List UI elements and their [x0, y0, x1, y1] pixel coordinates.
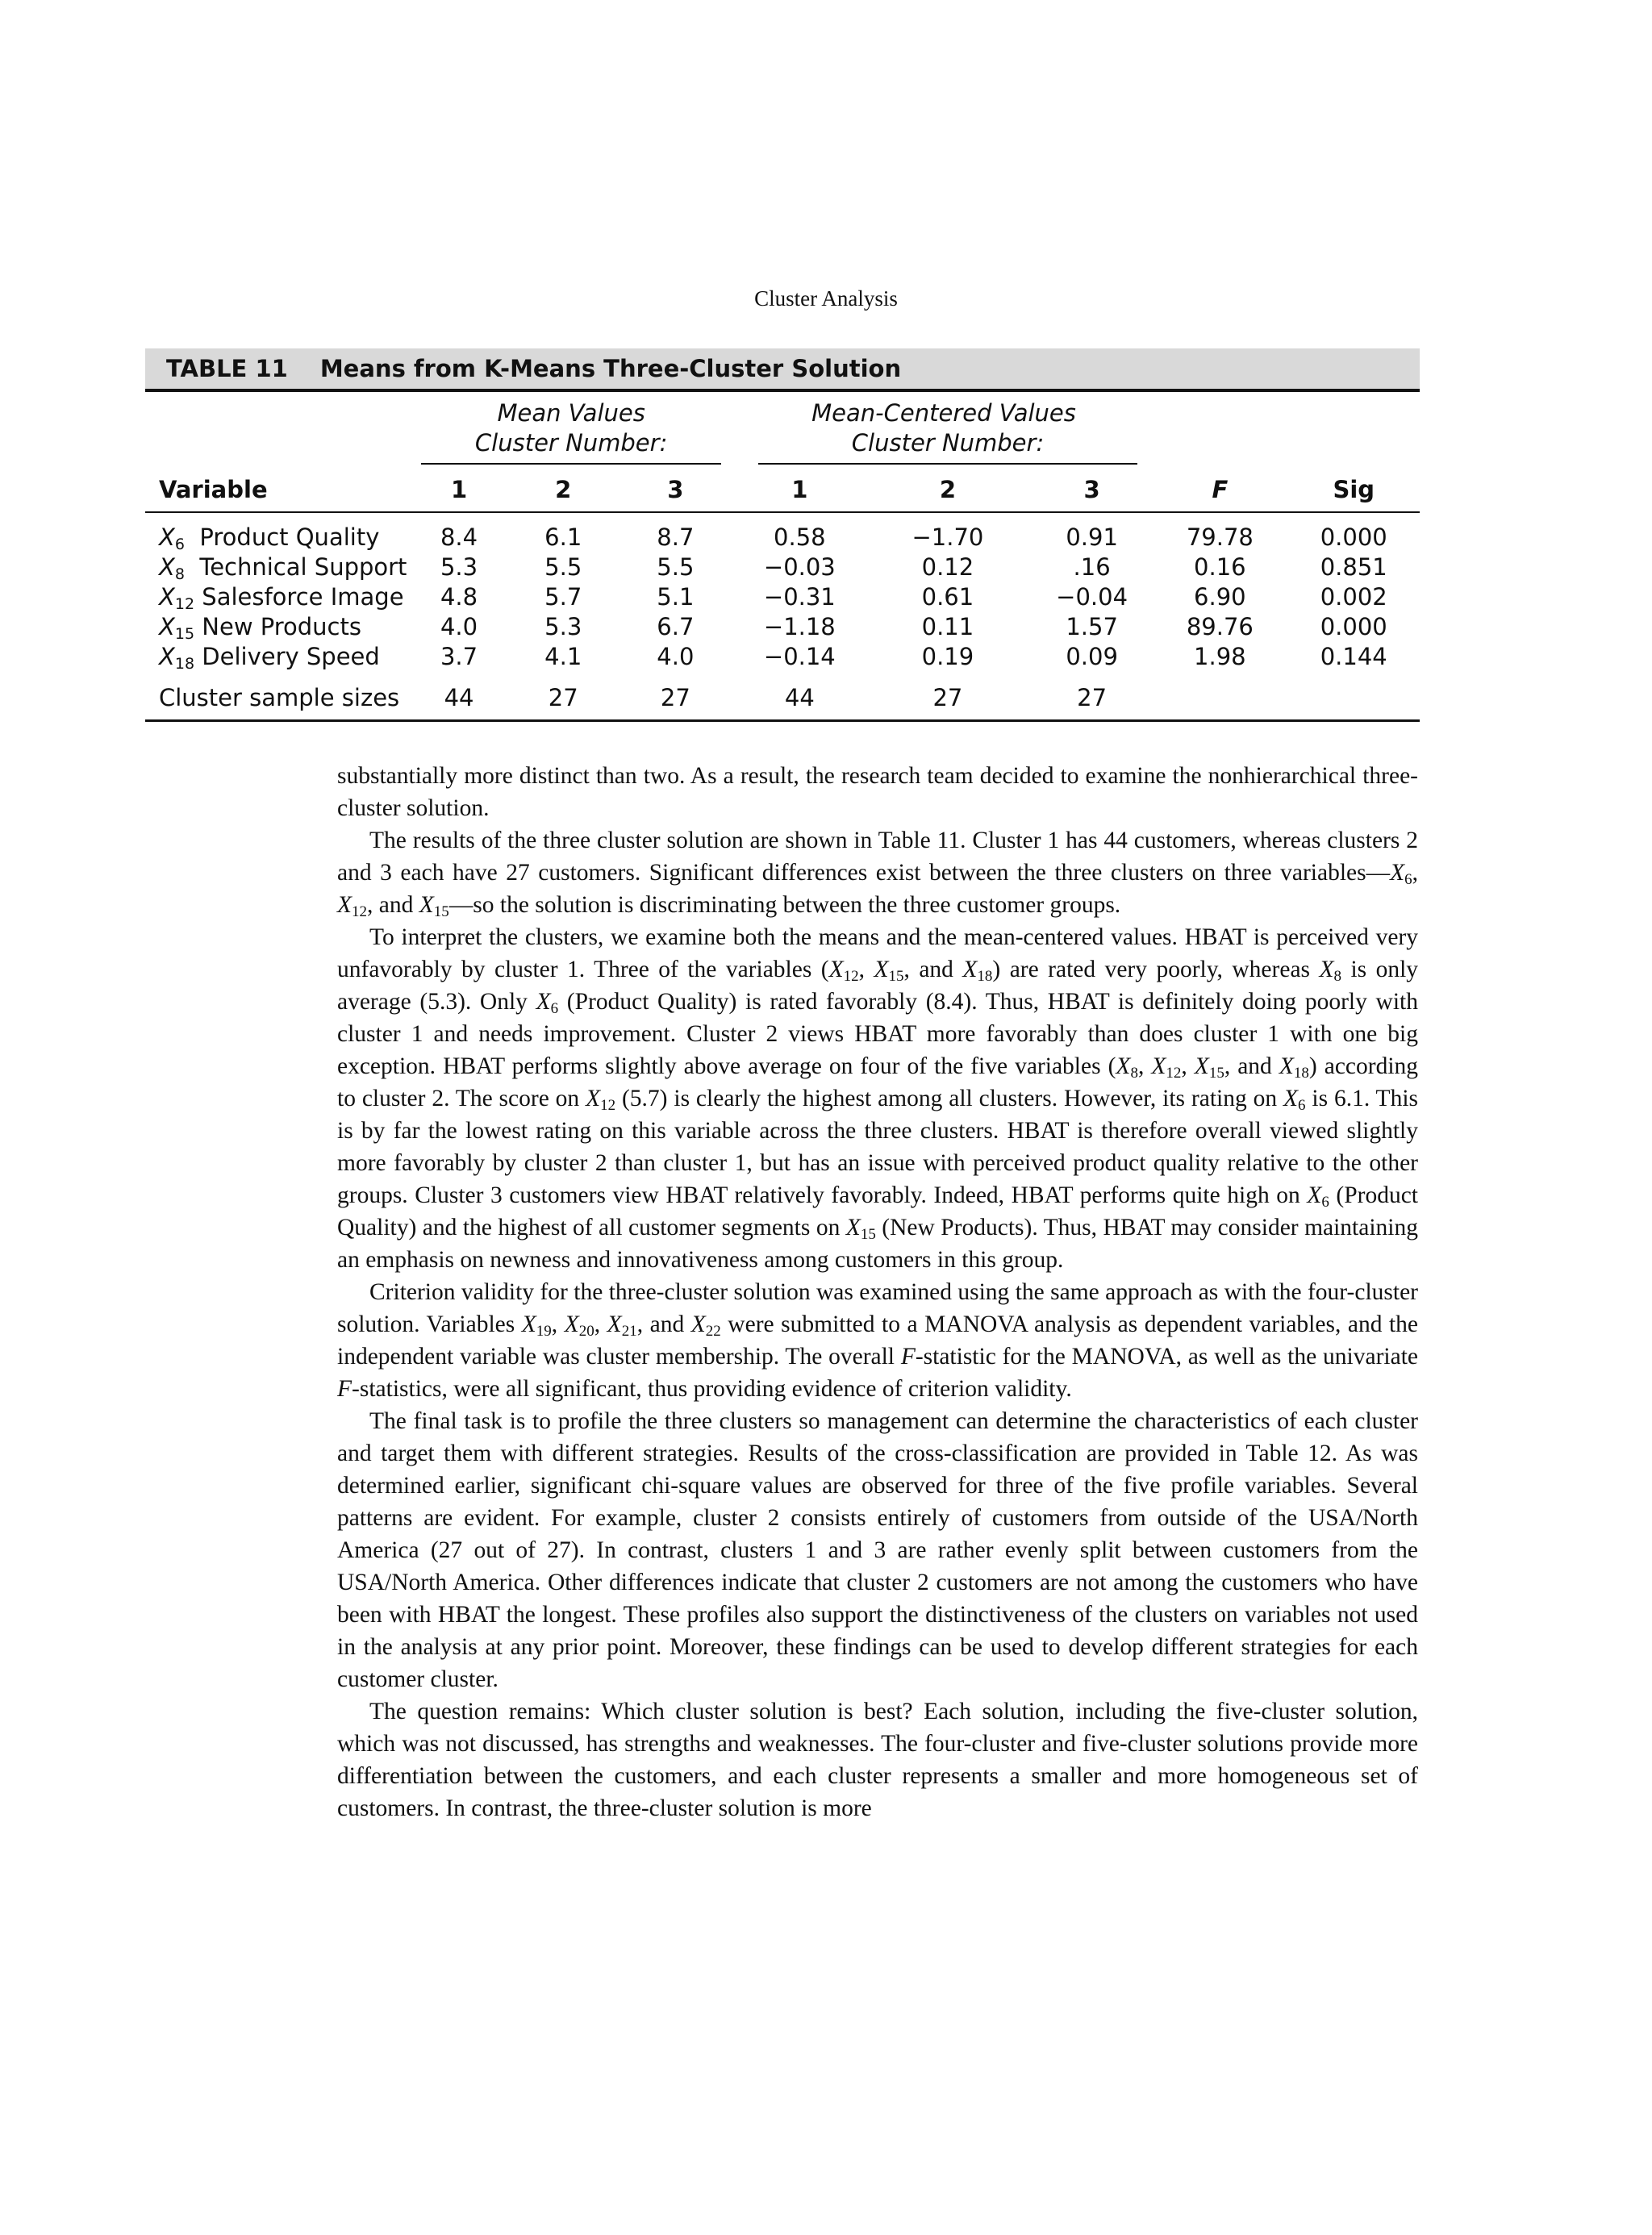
col-header-centered-3: 3 — [1083, 476, 1100, 503]
col-header-variable: Variable — [159, 476, 268, 503]
group-centered-label: Mean-Centered Values — [811, 399, 1076, 427]
paragraph: The results of the three cluster solution are shown in Table 11. Cluster 1 has 44 customers, whereas clusters 2 and 3 each have 27 customers. Significant differences exist between the three clusters on three $variables—X_6$, $X_{12}$, and $X_{15}—so$ the solution is discriminating between the three customer groups. — [337, 828, 1418, 920]
value-cell: 1.57 — [1066, 613, 1118, 640]
value-cell: −1.70 — [912, 523, 984, 551]
value-cell: −0.03 — [763, 553, 836, 581]
value-cell: 4.1 — [544, 643, 582, 670]
variable-name-cell: $X_8$ Technical Support — [159, 553, 407, 583]
value-cell: 0.61 — [921, 583, 974, 611]
sample-size-cell: 44 — [444, 684, 474, 711]
value-cell: 0.19 — [921, 643, 974, 670]
value-cell: 5.3 — [440, 553, 478, 581]
value-cell: 0.002 — [1320, 583, 1387, 611]
value-cell: 3.7 — [440, 643, 478, 670]
value-cell: 1.98 — [1194, 643, 1246, 670]
value-cell: 6.90 — [1194, 583, 1246, 611]
value-cell: −0.14 — [763, 643, 836, 670]
group-mean-label: Mean Values — [497, 399, 645, 427]
group-mean-sublabel: Cluster Number: — [421, 428, 720, 465]
variable-name-cell: $X_{12}$ Salesforce Image — [159, 583, 404, 613]
value-cell: .16 — [1073, 553, 1111, 581]
value-cell: 79.78 — [1186, 523, 1254, 551]
value-cell: 0.000 — [1320, 523, 1387, 551]
paragraph: The final task is to profile the three clusters so management can determine the characteristics of each cluster and target them with different strategies. Results of the cross-classification are provided in Table 12. As was determined earlier, significant chi-square values are observed for three of the five profile variables. Several patterns are evident. For example, cluster 2 consists entirely of customers from outside of the USA/North America (27 out of 27). In contrast, clusters 1 and 3 are rather evenly split between customers from the USA/North America. Other differences indicate that cluster 2 customers are not among the customers who have been with HBAT the longest. These profiles also support the distinctiveness of the clusters on variables not used in the analysis at any prior point. Moreover, these findings can be used to develop different strategies for each customer cluster. — [337, 1408, 1418, 1692]
value-cell: 8.7 — [657, 523, 695, 551]
column-header-row — [145, 465, 1420, 512]
value-cell: −0.31 — [763, 583, 836, 611]
value-cell: 0.000 — [1320, 613, 1387, 640]
sample-size-cell: 44 — [784, 684, 815, 711]
value-cell: −0.04 — [1056, 583, 1128, 611]
table-bottom-rule — [145, 719, 1420, 722]
paragraph: To interpret the clusters, we examine both the means and the mean-centered values. HBAT is perceived very unfavorably by cluster 1. Three of the variables ($X_{12}$, $X_{15}$, and $X_{18}$) are rated very poorly, whereas $X_8$ is only average (5.3). Only $X_6$ (Product Quality) is rated favorably (8.4). Thus, HBAT is definitely doing poorly with cluster 1 and needs improvement. Cluster 2 views HBAT more favorably than does cluster 1 with one big exception. HBAT performs slightly above average on four of the five variables ($X_8$, $X_{12}$, $X_{15}$, and $X_{18}$) according to cluster 2. The score on $X_{12}$ (5.7) is clearly the highest among all clusters. However, its rating on $X_6$ is 6.1. This is by far the lowest rating on this variable across the three clusters. HBAT is therefore overall viewed slightly more favorably by cluster 2 than cluster 1, but has an issue with perceived product quality relative to the other groups. Cluster 3 customers view HBAT relatively favorably. Indeed, HBAT performs quite high on $X_6$ (Product Quality) and the highest of all customer segments on $X_{15}$ (New Products). Thus, HBAT may consider maintaining an emphasis on newness and innovativeness among customers in this group. — [337, 924, 1419, 1273]
value-cell: 6.7 — [657, 613, 695, 640]
sample-size-cell: 27 — [1077, 684, 1108, 711]
col-header-mean-2: 2 — [555, 476, 572, 503]
value-cell: 0.58 — [774, 523, 826, 551]
table-row — [145, 582, 1420, 612]
sample-sizes-row — [145, 672, 1420, 719]
paragraph: The question remains: Which cluster solution is best? Each solution, including the five-cluster solution, which was not discussed, has strengths and weaknesses. The four-cluster and five-cluster solutions provide more differentiation between the customers, and each cluster represents a smaller and more homogeneous set of customers. In contrast, the three-cluster solution is more — [337, 1699, 1418, 1821]
sample-size-cell: 27 — [660, 684, 690, 711]
col-header-mean-1: 1 — [450, 476, 468, 503]
col-header-sig: Sig — [1333, 476, 1375, 503]
col-header-centered-2: 2 — [939, 476, 957, 503]
value-cell: 0.851 — [1320, 553, 1387, 581]
value-cell: 8.4 — [440, 523, 478, 551]
value-cell: −1.18 — [763, 613, 836, 640]
value-cell: 5.3 — [544, 613, 582, 640]
value-cell: 6.1 — [544, 523, 582, 551]
table-number: TABLE 11 — [166, 355, 288, 382]
sample-sizes-label: Cluster sample sizes — [159, 684, 400, 711]
value-cell: 0.09 — [1066, 643, 1118, 670]
col-header-f: F — [1212, 476, 1229, 503]
means-table — [145, 392, 1420, 719]
table-11 — [145, 348, 1420, 722]
value-cell: 4.0 — [440, 613, 478, 640]
value-cell: 4.8 — [440, 583, 478, 611]
value-cell: 5.5 — [544, 553, 582, 581]
value-cell: 0.144 — [1320, 643, 1387, 670]
col-header-centered-1: 1 — [791, 476, 808, 503]
variable-name-cell: $X_{15}$ New Products — [159, 613, 361, 643]
group-header-row-1 — [145, 392, 1420, 428]
table-row — [145, 612, 1420, 642]
value-cell: 0.11 — [921, 613, 974, 640]
value-cell: 5.1 — [657, 583, 695, 611]
sample-size-cell: 27 — [548, 684, 578, 711]
table-caption — [145, 348, 1420, 389]
sample-size-cell: 27 — [932, 684, 963, 711]
paragraph: substantially more distinct than two. As a result, the research team decided to examine the nonhierarchical three-cluster solution. — [337, 763, 1418, 821]
table-row — [145, 552, 1420, 582]
value-cell: 5.7 — [544, 583, 582, 611]
value-cell: 4.0 — [657, 643, 695, 670]
table-row — [145, 642, 1420, 672]
value-cell: 0.91 — [1066, 523, 1118, 551]
body-text — [337, 760, 1418, 1824]
col-header-mean-3: 3 — [667, 476, 684, 503]
running-head: Cluster Analysis — [754, 286, 898, 311]
variable-name-cell: $X_{18}$ Delivery Speed — [159, 643, 380, 673]
value-cell: 0.16 — [1194, 553, 1246, 581]
group-header-row-2 — [145, 428, 1420, 465]
group-centered-sublabel: Cluster Number: — [758, 428, 1137, 465]
value-cell: 5.5 — [657, 553, 695, 581]
table-row — [145, 512, 1420, 552]
paragraph: Criterion validity for the three-cluster solution was examined using the same approach as with the four-cluster solution. Variables $X_{19}$, $X_{20}$, $X_{21}$, and $X_{22}$ were submitted to a MANOVA analysis as dependent variables, and the independent variable was cluster membership. The overall F-statistic for the MANOVA, as well as the univariate F-statistics, were all significant, thus providing evidence of criterion validity. — [337, 1279, 1419, 1402]
value-cell: 0.12 — [921, 553, 974, 581]
value-cell: 89.76 — [1186, 613, 1254, 640]
table-title: Means from K-Means Three-Cluster Solution — [319, 355, 902, 382]
variable-name-cell: $X_6$ Product Quality — [159, 523, 380, 553]
